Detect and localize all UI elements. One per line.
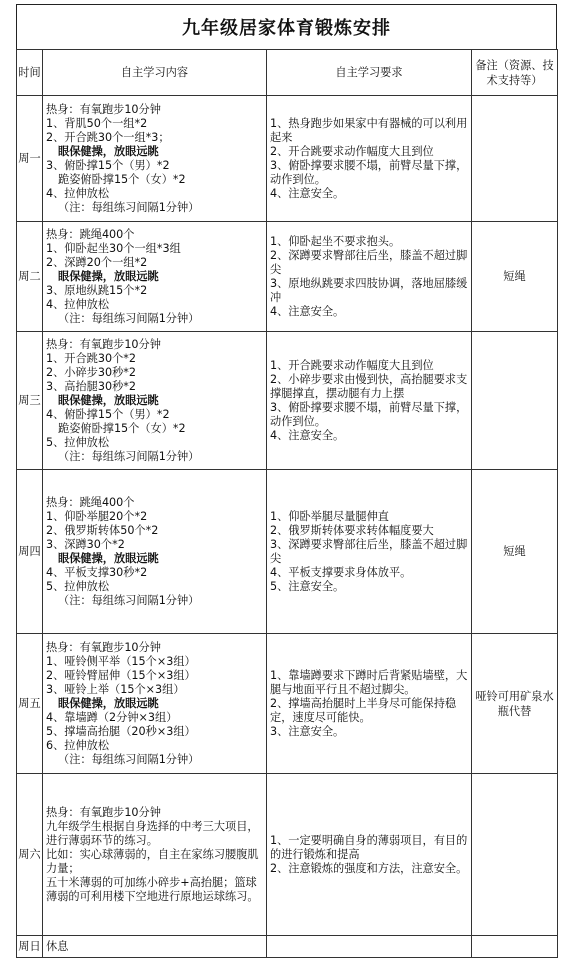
content-cell	[43, 634, 267, 774]
requirement-cell	[267, 774, 472, 936]
content-line: 跪姿俯卧撑15个（女）*2	[58, 421, 186, 435]
header-note: 备注（资源、技术支持等）	[472, 50, 558, 96]
content-line: 九年级学生根据自身选择的中考三大项目，进行薄弱环节的练习。	[46, 819, 259, 847]
requirement-line: 1、仰卧举腿尽量腿伸直	[270, 509, 389, 523]
content-line: 2、哑铃臂屈伸（15个×3组）	[46, 668, 196, 682]
content-line: 4、拉伸放松	[46, 297, 110, 311]
content-line: 2、深蹲20个一组*2	[46, 255, 148, 269]
note-cell	[472, 332, 558, 470]
content-line: 4、平板支撑30秒*2	[46, 565, 148, 579]
eye-exercise-line: 眼保健操，放眼远眺	[58, 696, 159, 710]
content-line: 1、开合跳30个*2	[46, 351, 137, 365]
requirement-line: 4、注意安全。	[270, 186, 345, 200]
table-row	[17, 222, 558, 332]
requirement-cell	[267, 96, 472, 222]
content-line: 3、高抬腿30秒*2	[46, 379, 137, 393]
note-cell: 短绳	[472, 222, 558, 332]
content-line: 2、小碎步30秒*2	[46, 365, 137, 379]
content-line: 1、仰卧起坐30个一组*3组	[46, 241, 181, 255]
requirement-line: 1、仰卧起坐不要求抱头。	[270, 234, 401, 248]
content-cell	[43, 96, 267, 222]
day-cell: 周日	[17, 936, 43, 958]
eye-exercise-line: 眼保健操，放眼远眺	[58, 551, 159, 565]
header-content: 自主学习内容	[43, 50, 267, 96]
content-line: 5、拉伸放松	[46, 579, 110, 593]
requirement-line: 1、热身跑步如果家中有器械的可以利用起来	[270, 116, 468, 144]
content-line: 5、拉伸放松	[46, 435, 110, 449]
requirement-line: 2、注意锻炼的强度和方法，注意安全。	[270, 861, 468, 875]
requirement-line: 3、深蹲要求臀部往后坐，膝盖不超过脚尖	[270, 537, 468, 565]
content-line: 1、背肌50个一组*2	[46, 116, 148, 130]
table-row	[17, 774, 558, 936]
content-line: 5、撑墙高抬腿（20秒×3组）	[46, 724, 196, 738]
schedule-table	[16, 49, 558, 958]
day-cell: 周五	[17, 634, 43, 774]
requirement-cell	[267, 936, 472, 958]
requirement-cell	[267, 222, 472, 332]
requirement-line: 2、俄罗斯转体要求转体幅度要大	[270, 523, 434, 537]
requirement-line: 2、深蹲要求臀部往后坐，膝盖不超过脚尖	[270, 248, 468, 276]
note-cell: 哑铃可用矿泉水瓶代替	[472, 634, 558, 774]
content-cell	[43, 936, 267, 958]
content-line: （注：每组练习间隔1分钟）	[58, 449, 200, 463]
content-line: （注：每组练习间隔1分钟）	[58, 311, 200, 325]
day-cell: 周六	[17, 774, 43, 936]
requirement-cell	[267, 634, 472, 774]
eye-exercise-line: 眼保健操，放眼远眺	[58, 144, 159, 158]
content-line: 热身：有氧跑步10分钟	[46, 337, 161, 351]
table-row	[17, 634, 558, 774]
content-line: 热身：有氧跑步10分钟	[46, 805, 161, 819]
table-row	[17, 470, 558, 634]
content-cell	[43, 470, 267, 634]
requirement-line: 1、一定要明确自身的薄弱项目，有目的的进行锻炼和提高	[270, 833, 468, 861]
header-requirement: 自主学习要求	[267, 50, 472, 96]
content-line: 6、拉伸放松	[46, 738, 110, 752]
content-line: 3、哑铃上举（15个×3组）	[46, 682, 185, 696]
day-cell: 周四	[17, 470, 43, 634]
content-line: 热身：有氧跑步10分钟	[46, 640, 161, 654]
requirement-line: 2、开合跳要求动作幅度大且到位	[270, 144, 434, 158]
content-cell	[43, 222, 267, 332]
requirement-line: 2、小碎步要求由慢到快，高抬腿要求支撑腿撑直，摆动腿有力上摆	[270, 372, 468, 400]
content-line: （注：每组练习间隔1分钟）	[58, 593, 200, 607]
note-cell	[472, 774, 558, 936]
content-line: 1、哑铃侧平举（15个×3组）	[46, 654, 196, 668]
requirement-line: 4、注意安全。	[270, 304, 345, 318]
content-line: 3、原地纵跳15个*2	[46, 283, 148, 297]
content-line: （注：每组练习间隔1分钟）	[58, 752, 200, 766]
note-cell: 短绳	[472, 470, 558, 634]
table-row	[17, 96, 558, 222]
header-row	[17, 50, 558, 96]
content-line: 4、俯卧撑15个（男）*2	[46, 407, 170, 421]
requirement-line: 3、俯卧撑要求腰不塌，前臂尽量下撑，动作到位。	[270, 400, 468, 428]
day-cell: 周二	[17, 222, 43, 332]
note-cell	[472, 936, 558, 958]
content-line: 热身：跳绳400个	[46, 227, 135, 241]
content-line: 3、俯卧撑15个（男）*2	[46, 158, 170, 172]
requirement-cell	[267, 470, 472, 634]
header-time: 时间	[17, 50, 43, 96]
requirement-line: 1、靠墙蹲要求下蹲时后背紧贴墙壁，大腿与地面平行且不超过脚尖。	[270, 668, 468, 696]
content-line: 热身：跳绳400个	[46, 495, 135, 509]
requirement-line: 4、注意安全。	[270, 428, 345, 442]
requirement-line: 1、开合跳要求动作幅度大且到位	[270, 358, 434, 372]
content-line: 休息	[46, 939, 69, 953]
note-cell	[472, 96, 558, 222]
document-title: 九年级居家体育锻炼安排	[16, 4, 557, 50]
table-row	[17, 936, 558, 958]
eye-exercise-line: 眼保健操，放眼远眺	[58, 393, 159, 407]
content-line: 3、深蹲30个*2	[46, 537, 125, 551]
content-line: 4、靠墙蹲（2分钟×3组）	[46, 710, 178, 724]
requirement-line: 4、平板支撑要求身体放平。	[270, 565, 412, 579]
day-cell: 周一	[17, 96, 43, 222]
requirement-line: 5、注意安全。	[270, 579, 345, 593]
requirement-line: 2、撑墙高抬腿时上半身尽可能保持稳定，速度尽可能快。	[270, 696, 457, 724]
content-line: 2、开合跳30个一组*3；	[46, 130, 170, 144]
content-cell	[43, 774, 267, 936]
content-line: 跪姿俯卧撑15个（女）*2	[58, 172, 186, 186]
table-row	[17, 332, 558, 470]
content-cell	[43, 332, 267, 470]
requirement-line: 3、原地纵跳要求四肢协调，落地屈膝缓冲	[270, 276, 468, 304]
content-line: 热身：有氧跑步10分钟	[46, 102, 161, 116]
content-line: 4、拉伸放松	[46, 186, 110, 200]
day-cell: 周三	[17, 332, 43, 470]
content-line: 2、俄罗斯转体50个*2	[46, 523, 159, 537]
content-line: 五十米薄弱的可加练小碎步+高抬腿；篮球薄弱的可利用楼下空地进行原地运球练习。	[46, 875, 259, 903]
content-line: （注：每组练习间隔1分钟）	[58, 200, 200, 214]
content-line: 比如：实心球薄弱的，自主在家练习腰腹肌力量；	[46, 847, 259, 875]
content-line: 1、仰卧举腿20个*2	[46, 509, 148, 523]
requirement-cell	[267, 332, 472, 470]
eye-exercise-line: 眼保健操，放眼远眺	[58, 269, 159, 283]
requirement-line: 3、俯卧撑要求腰不塌，前臂尽量下撑，动作到位。	[270, 158, 468, 186]
requirement-line: 3、注意安全。	[270, 724, 345, 738]
